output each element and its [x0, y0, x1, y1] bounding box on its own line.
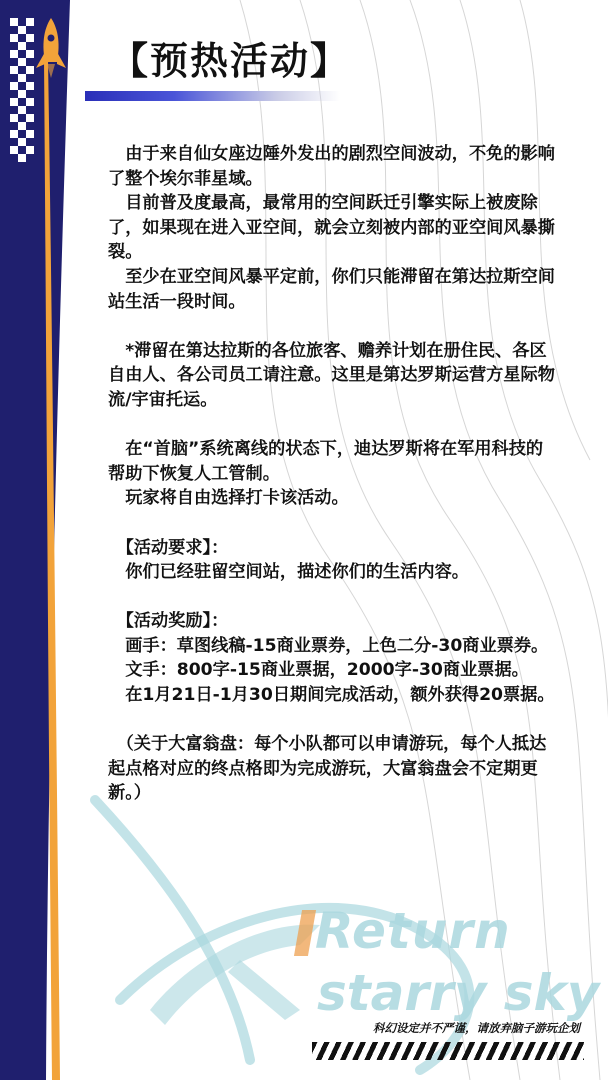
paragraph-station: 至少在亚空间风暴平定前，你们只能滞留在第达拉斯空间站生活一段时间。 — [108, 266, 555, 312]
paragraph-checkin: 玩家将自由选择打卡该活动。 — [108, 488, 349, 509]
title-underline — [85, 91, 340, 101]
watermark — [315, 900, 599, 1024]
watermark-line1: Return — [315, 902, 511, 960]
paragraph-monopoly: （关于大富翁盘：每个小队都可以申请游玩，每个人抵达起点格对应的终点格即为完成游玩，大富翁盘会不定期更新。） — [108, 734, 547, 804]
requirements-heading: 【活动要求】： — [108, 537, 229, 558]
footer-stripes — [312, 1042, 584, 1060]
spacer — [108, 708, 558, 733]
watermark-line2: starry sky — [317, 964, 600, 1022]
paragraph-origin: 由于来自仙女座边陲外发出的剧烈空间波动，不免的影响了整个埃尔菲星域。 — [108, 144, 555, 189]
rewards-heading: 【活动奖励】： — [108, 611, 229, 632]
requirements-text: 你们已经驻留空间站，描述你们的生活内容。 — [108, 562, 469, 583]
reward-writer: 文手：800字-15商业票据，2000字-30商业票据。 — [108, 660, 529, 681]
spacer — [108, 413, 558, 438]
page-title: 【预热活动】 — [110, 39, 351, 83]
side-band — [0, 0, 78, 1080]
spacer — [108, 511, 558, 536]
paragraph-engine: 目前普及度最高，最常用的空间跃迁引擎实际上被废除了，如果现在进入亚空间，就会立刻被内部的亚空间风暴撕裂。 — [108, 193, 555, 263]
spacer — [108, 314, 558, 339]
paragraph-notice: *滞留在第达拉斯的各位旅客、赡养计划在册住民、各区自由人、各公司员工请注意。这里是第达罗斯运营方星际物流/宇宙托运。 — [108, 340, 555, 410]
spacer — [108, 585, 558, 610]
rocket-icon — [34, 18, 68, 80]
footer-disclaimer: 科幻设定并不严谨，请放弃脑子游玩企划 — [373, 1021, 580, 1035]
reward-bonus: 在1月21日-1月30日期间完成活动，额外获得20票据。 — [108, 685, 555, 706]
announcement-body — [108, 142, 558, 806]
reward-artist: 画手：草图线稿-15商业票券，上色二分-30商业票券。 — [108, 635, 549, 656]
paragraph-control: 在“首脑”系统离线的状态下，迪达罗斯将在军用科技的帮助下恢复人工管制。 — [108, 439, 544, 484]
